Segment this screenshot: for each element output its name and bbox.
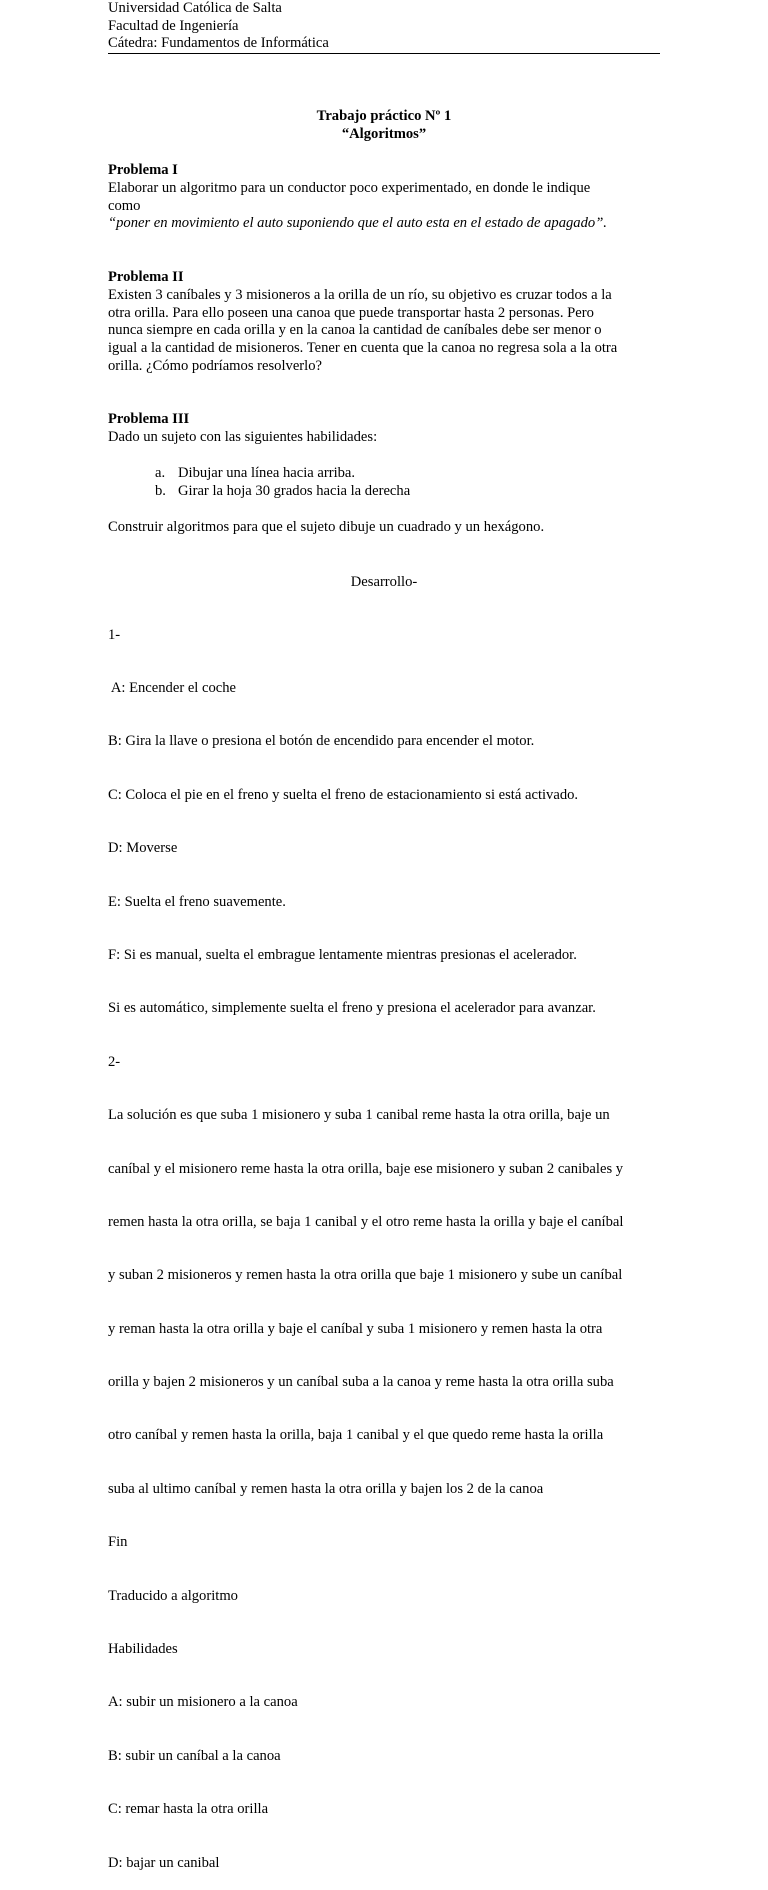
desarrollo-line: A: subir un misionero a la canoa — [108, 1694, 298, 1711]
desarrollo-line: La solución es que suba 1 misionero y suba 1 canibal reme hasta la otra orilla, baje un — [108, 1107, 610, 1124]
problema-2-line: otra orilla. Para ello poseen una canoa que puede transportar hasta 2 personas. Pero — [108, 304, 594, 321]
problema-3-intro: Dado un sujeto con las siguientes habilidades: — [108, 428, 378, 445]
desarrollo-line: 1- — [108, 626, 121, 643]
problema-3-task: Construir algoritmos para que el sujeto dibuje un cuadrado y un hexágono. — [108, 519, 545, 535]
desarrollo-line: D: bajar un canibal — [108, 1854, 220, 1871]
desarrollo-line: y suban 2 misioneros y remen hasta la otra orilla que baje 1 misionero y sube un caníbal — [108, 1267, 623, 1284]
document-header — [108, 0, 660, 53]
problema-1-text-cont: como — [108, 197, 141, 214]
list-item-text: Girar la hoja 30 grados hacia la derecha — [178, 483, 411, 499]
doc-title — [108, 108, 660, 144]
desarrollo-line: Si es automático, simplemente suelta el freno y presiona el acelerador para avanzar. — [108, 1000, 596, 1017]
desarrollo-line: B: subir un caníbal a la canoa — [108, 1747, 281, 1764]
problema-2-line: orilla. ¿Cómo podríamos resolverlo? — [108, 357, 322, 374]
desarrollo-line: F: Si es manual, suelta el embrague lentamente mientras presionas el acelerador. — [108, 946, 577, 963]
desarrollo-line: E: Suelta el freno suavemente. — [108, 893, 286, 910]
desarrollo-line: B: Gira la llave o presiona el botón de encendido para encender el motor. — [108, 733, 535, 750]
desarrollo-line: remen hasta la otra orilla, se baja 1 canibal y el otro reme hasta la orilla y baje el caníbal — [108, 1213, 624, 1230]
doc-title-line1: Trabajo práctico Nº 1 — [316, 108, 452, 124]
desarrollo-line: caníbal y el misionero reme hasta la otra orilla, baje ese misionero y suban 2 canibales y — [108, 1160, 624, 1177]
desarrollo-line: Habilidades — [108, 1641, 178, 1658]
desarrollo-line: D: Moverse — [108, 840, 178, 857]
desarrollo-line: y reman hasta la otra orilla y baje el caníbal y suba 1 misionero y remen hasta la otra — [108, 1320, 603, 1337]
desarrollo-line: A: Encender el coche — [108, 679, 237, 696]
list-item-text: Dibujar una línea hacia arriba. — [178, 465, 356, 481]
problema-2-line: Existen 3 caníbales y 3 misioneros a la orilla de un río, su objetivo es cruzar todos a la — [108, 286, 612, 303]
problema-2-line: igual a la cantidad de misioneros. Tener en cuenta que la canoa no regresa sola a la otra — [108, 340, 618, 357]
desarrollo-line: otro caníbal y remen hasta la orilla, baja 1 canibal y el que quedo reme hasta la orilla — [108, 1427, 604, 1444]
desarrollo-line: C: remar hasta la otra orilla — [108, 1801, 269, 1818]
header-divider — [108, 53, 660, 54]
header-course: Cátedra: Fundamentos de Informática — [108, 35, 329, 51]
problema-3 — [108, 411, 660, 447]
problema-2-heading: Problema II — [108, 269, 184, 285]
list-item — [155, 465, 355, 483]
problema-1-text: Elaborar un algoritmo para un conductor poco experimentado, en donde le indique — [108, 179, 591, 196]
list-item — [155, 483, 410, 501]
problema-2-line: nunca siempre en cada orilla y en la canoa la cantidad de caníbales debe ser menor o — [108, 322, 602, 339]
desarrollo-line: C: Coloca el pie en el freno y suelta el freno de estacionamiento si está activado. — [108, 786, 579, 803]
desarrollo-line: suba al ultimo caníbal y remen hasta la otra orilla y bajen los 2 de la canoa — [108, 1480, 544, 1497]
desarrollo-line: Traducido a algoritmo — [108, 1587, 238, 1604]
list-marker: a. — [155, 465, 166, 481]
desarrollo-body — [108, 591, 660, 1890]
problema-3-heading: Problema III — [108, 411, 190, 427]
problema-1 — [108, 162, 660, 233]
desarrollo-title: Desarrollo- — [350, 574, 418, 590]
desarrollo-line: Fin — [108, 1534, 128, 1551]
doc-title-line2: “Algoritmos” — [341, 125, 427, 142]
header-university: Universidad Católica de Salta — [108, 0, 282, 16]
desarrollo-line: 2- — [108, 1053, 121, 1070]
header-faculty: Facultad de Ingeniería — [108, 17, 239, 34]
desarrollo-line: orilla y bajen 2 misioneros y un caníbal suba a la canoa y reme hasta la otra orilla suba — [108, 1374, 614, 1391]
problema-2 — [108, 269, 660, 376]
list-marker: b. — [155, 483, 166, 499]
problema-1-quote: “poner en movimiento el auto suponiendo que el auto esta en el estado de apagado”. — [108, 215, 607, 232]
problema-1-heading: Problema I — [108, 162, 178, 178]
